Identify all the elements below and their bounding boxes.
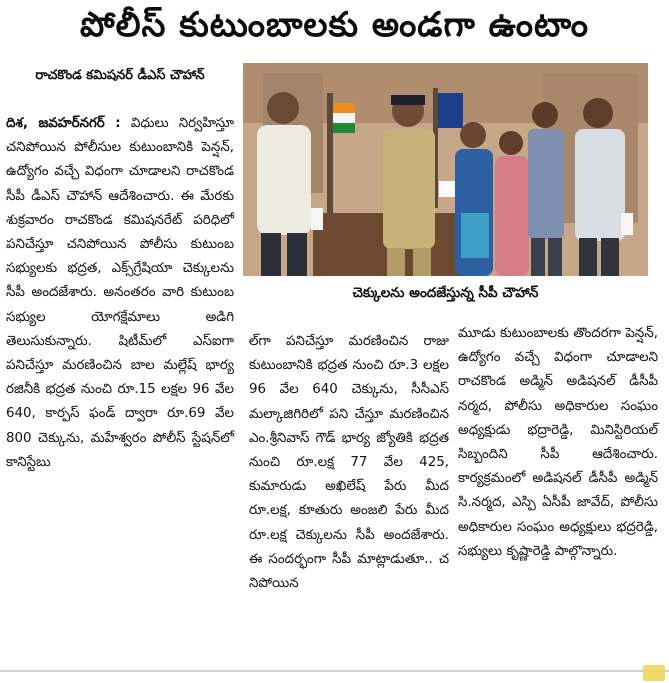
- bottom-rule: [0, 670, 669, 672]
- dateline: దిశ, జవహర్‌నగర్ :: [6, 116, 121, 131]
- photo-caption: చెక్కులను అందజేస్తున్న సీపీ చౌహాన్: [243, 279, 648, 309]
- headline: పోలీస్ కుటుంబాలకు అండగా ఉంటాం: [79, 5, 590, 45]
- article-text-1: విధులు నిర్వహిస్తూ చనిపోయిన పోలీసుల కుటుంబానికి పెన్షన్, ఉద్యోగం వచ్చే విధంగా చూడాలని రాచకొండ సీపీ డీఎస్ చౌహాన్ ఆదేశించారు. ఈ మేరకు శుక్రవారం రాచకొండ కమిషనరేట్ పరిధిలో పనిచేస్తూ చనిపోయిన పోలీసు కుటుంబ సభ్యులకు భద్రత, ఎక్స్‌గ్రేషియా చెక్కులను సీపీ అందజేశారు. అనంతరం వారి కుటుంబ సభ్యుల యోగక్షేమాలు అడిగి తెలుసుకున్నారు. షిటీమ్‌లో ఎస్ఐగా పనిచేస్తూ మరణించిన బాల మల్లేష్ భార్య రజినీకి భద్రత నుంచి రూ.15 లక్షల 96 వేల 640, కార్పస్ ఫండ్ ద్వారా రూ.69 వేల 800 చెక్కును, మహేశ్వరం పోలీస్ స్టేషన్‌లో కానిస్టేబు: [6, 116, 234, 470]
- article-text-3: మూడు కుటుంబాలకు తొందరగా పెన్షన్, ఉద్యోగం వచ్చే విధంగా చూడాలని రాచకొండ అడ్మిన్ అడిషనల్ డీసీపీ నర్మద, పోలీసు అధికారుల సంఘం అధ్యక్షుడు భద్రారెడ్డి, మినిస్టిరియల్ సిబ్బందిని సీపీ ఆదేశించారు. కార్యక్రమంలో అడిషనల్ డీసీపీ అడ్మిన్ సి.నర్మద, ఎస్పి ఏసీపీ జావేద్, పోలీసు అధికారుల సంఘం అధ్యక్షులు భద్రరెడ్డి, సభ్యులు కృష్ణారెడ్డి పాల్గొన్నారు.: [458, 326, 658, 559]
- article-column-2: [249, 330, 449, 596]
- news-photo: [243, 63, 648, 276]
- article-column-1: [6, 112, 234, 475]
- article-text-2: ల్‌గా పనిచేస్తూ మరణించిన రాజు కుటుంబానికి భద్రత నుంచి రూ.3 లక్షల 96 వేల 640 చెక్కును, సీసీఎస్ మల్కాజిగిరిలో పని చేస్తూ మరణించిన ఎం.శ్రీనివాస్ గౌడ్ భార్య జ్యోతికి భద్రత నుంచి రూ.లక్ష 77 వేల 425, కుమారుడు అఖిలేష్ పేరు మీద రూ.లక్ష, కూతురు అంజలి పేరు మీద రూ.లక్ష చెక్కులను సీపీ అందజేశారు. ఈ సందర్భంగా సీపీ మాట్లాడుతూ.. చ నిపోయిన: [249, 334, 449, 592]
- corner-stamp: [643, 665, 665, 681]
- article-column-3: [458, 322, 658, 564]
- photo-illustration: [243, 63, 648, 276]
- byline: రాచకొండ కమిషనర్ డీఎస్ చౌహాన్: [35, 68, 205, 83]
